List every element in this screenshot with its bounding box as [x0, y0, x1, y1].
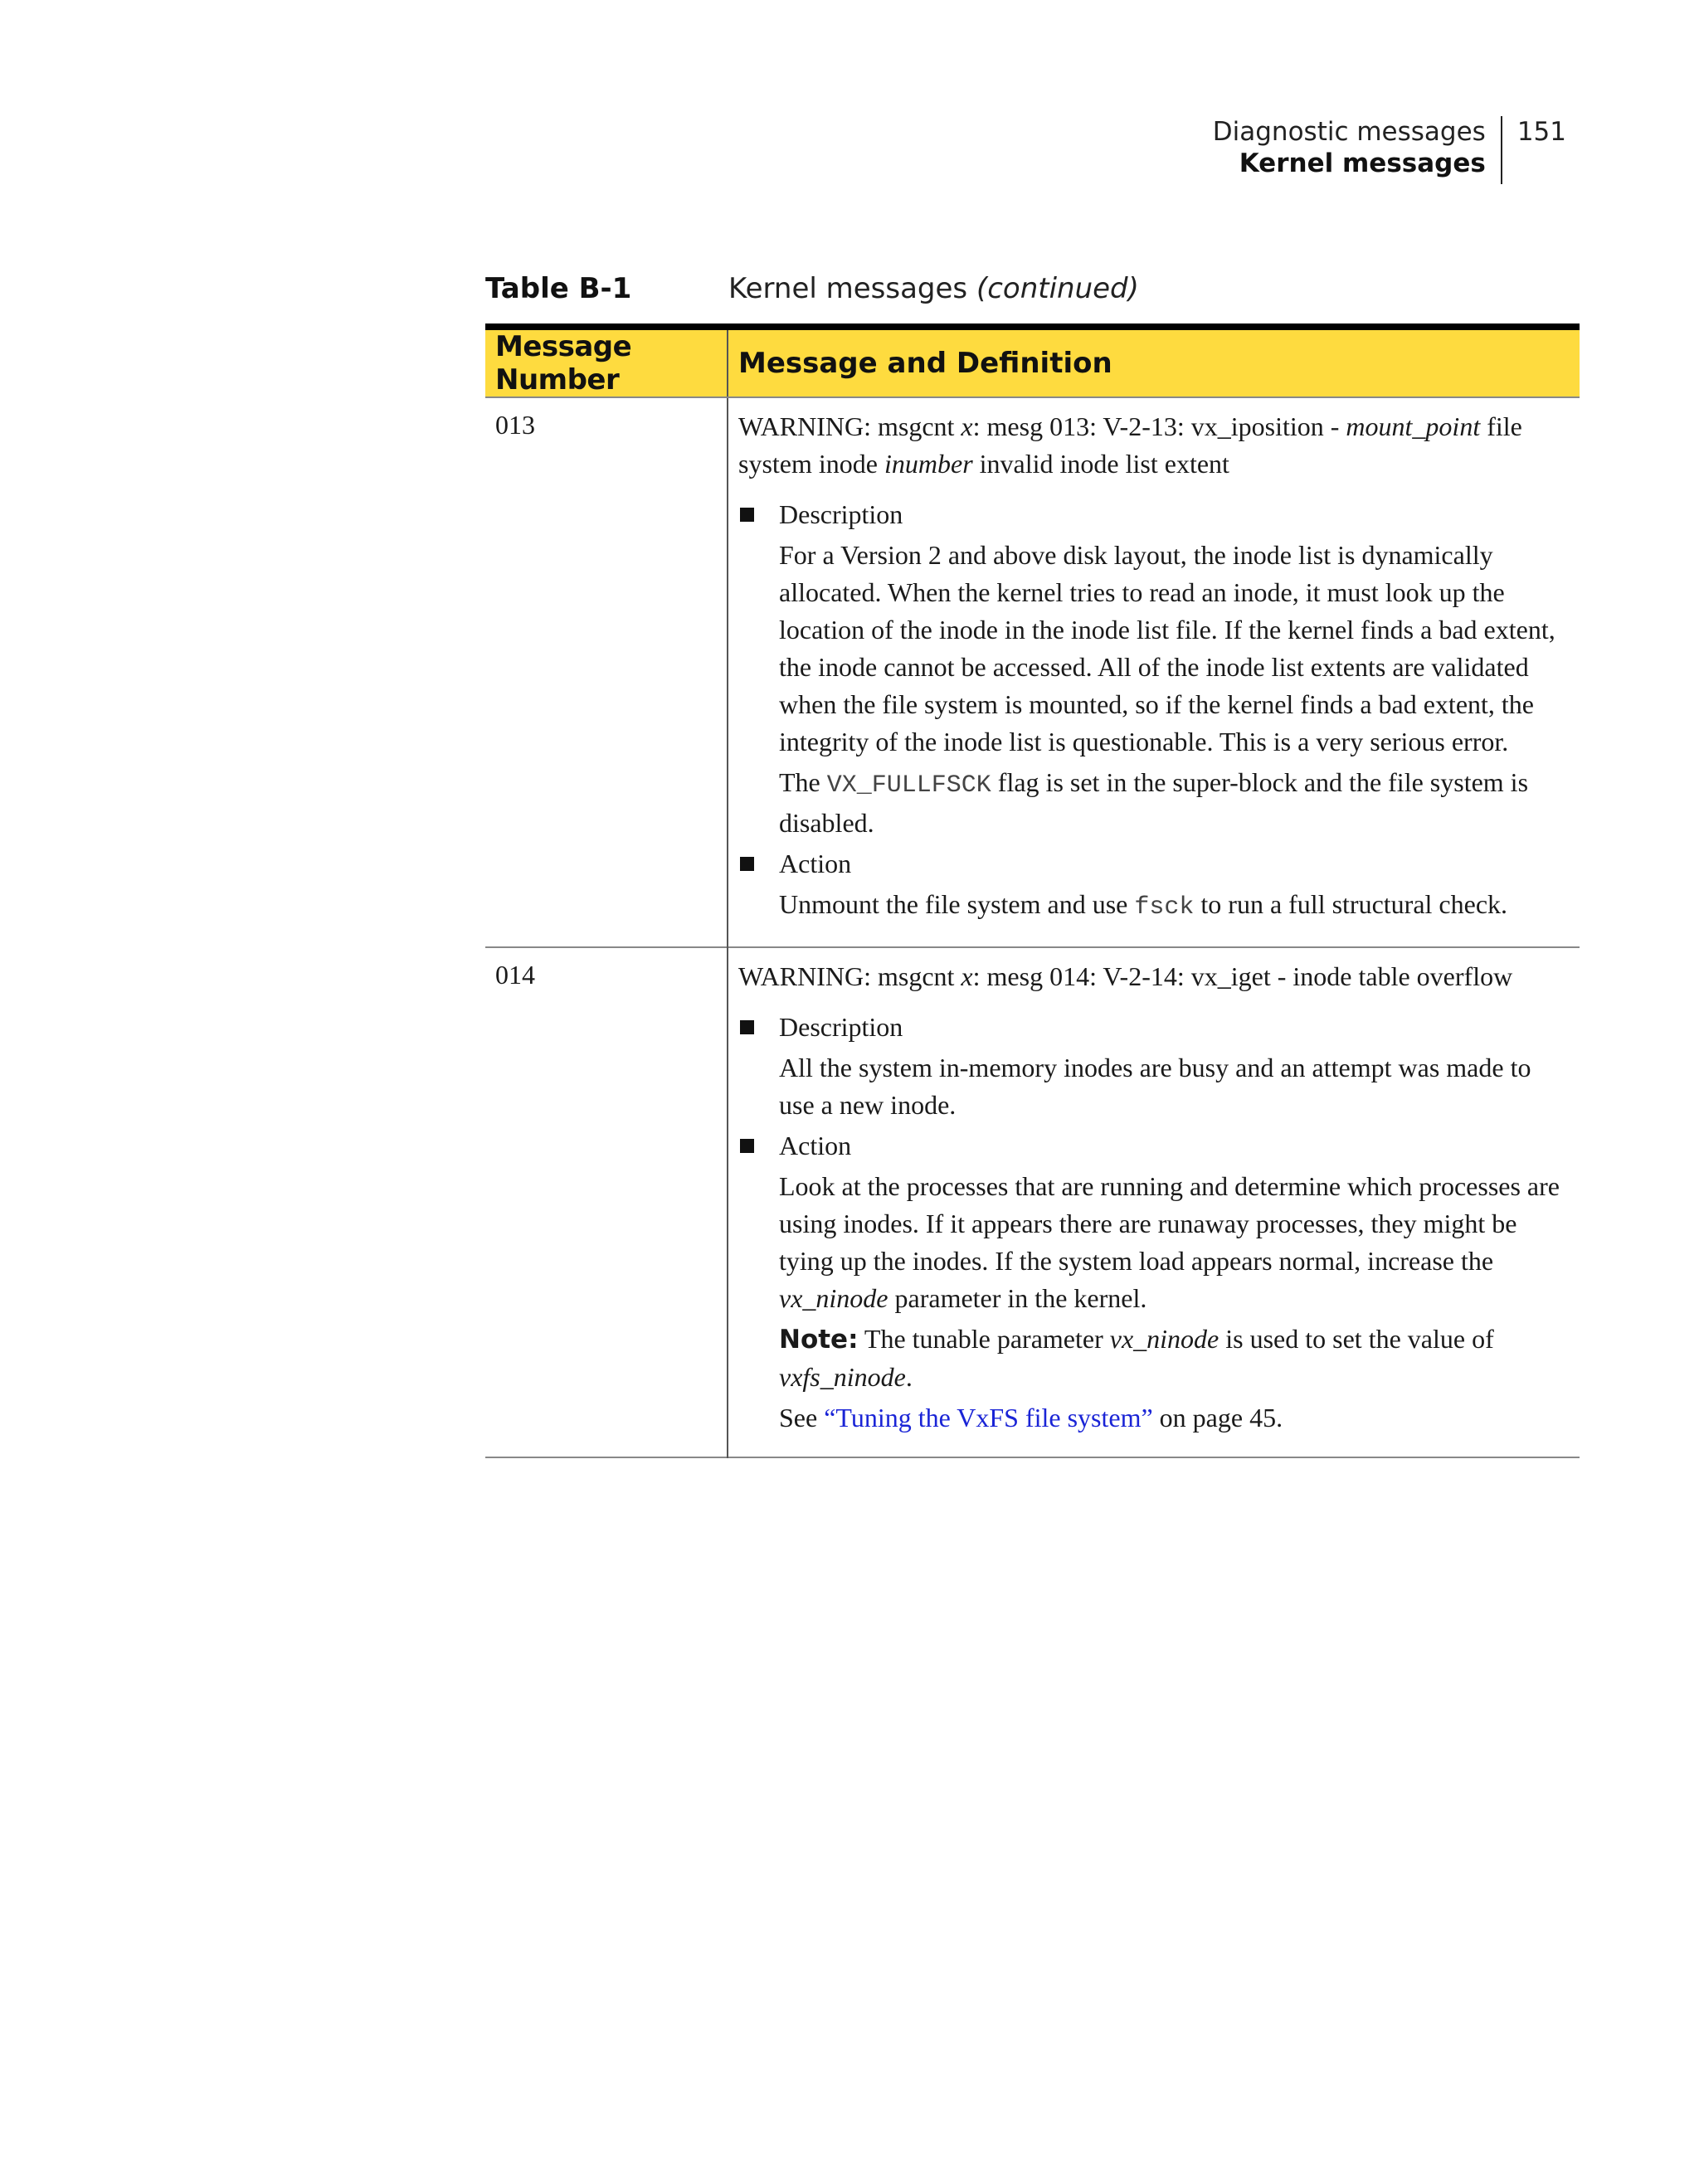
table-label: Table B-1 [485, 272, 632, 305]
bullet-icon [740, 1020, 754, 1034]
page-number: 151 [1516, 117, 1566, 147]
flag-text-part: The [779, 767, 827, 797]
warning-message [738, 408, 1570, 483]
action-code: fsck [1134, 893, 1195, 922]
action-text [779, 886, 1570, 927]
chapter-title: Diagnostic messages [1212, 117, 1486, 147]
action-text-part: Look at the processes that are running and determine which processes are using inodes. If it appears there are runaway processes, they might be tying up the inodes. If the system load appears normal, increase the [779, 1171, 1560, 1276]
message-number: 013 [485, 397, 728, 947]
bullet-icon [740, 508, 754, 522]
table-row [485, 947, 1580, 1457]
bullet-icon [740, 1139, 754, 1153]
action-item [738, 845, 1570, 927]
see-also [779, 1399, 1570, 1437]
section-title: Kernel messages [1239, 148, 1486, 178]
warning-text: : mesg 013: V-2-13: vx_iposition - [972, 411, 1346, 441]
running-header [1213, 116, 1566, 184]
action-text-part: parameter in the kernel. [888, 1283, 1147, 1313]
action-label: Action [779, 849, 852, 878]
note-text-part: . [905, 1362, 913, 1392]
flag-text [779, 764, 1570, 842]
action-text-part: Unmount the file system and use [779, 889, 1135, 919]
table-title [728, 272, 1139, 305]
column-header-message-number: Message Number [485, 327, 728, 397]
warning-text: WARNING: msgcnt [738, 411, 961, 441]
see-text: on page 45. [1152, 1403, 1283, 1432]
kernel-messages-table [485, 323, 1580, 1458]
warning-message [738, 958, 1570, 995]
message-number: 014 [485, 947, 728, 1457]
description-item [738, 1009, 1570, 1124]
note-param: vxfs_ninode [779, 1362, 906, 1392]
table-row [485, 397, 1580, 947]
note-label: Note: [779, 1325, 859, 1355]
warning-text: : mesg 014: V-2-14: vx_iget - inode table overflow [972, 961, 1513, 991]
bullet-icon [740, 857, 754, 871]
warning-var: inumber [884, 449, 973, 479]
table-header-row [485, 327, 1580, 397]
note-param: vx_ninode [1109, 1324, 1219, 1354]
table-title-text: Kernel messages [728, 272, 968, 305]
action-param: vx_ninode [779, 1283, 888, 1313]
table-caption [485, 272, 1580, 309]
action-label: Action [779, 1131, 852, 1160]
warning-var: x [961, 961, 973, 991]
description-label: Description [779, 499, 903, 529]
see-text: See [779, 1403, 825, 1432]
description-item [738, 496, 1570, 842]
action-item [738, 1127, 1570, 1437]
note-text [779, 1321, 1570, 1396]
table-title-continued: (continued) [976, 272, 1139, 305]
description-text: All the system in-memory inodes are busy and an attempt was made to use a new inode. [779, 1053, 1531, 1120]
flag-code: VX_FULLFSCK [826, 771, 991, 800]
description-label: Description [779, 1012, 903, 1042]
running-header-titles [1213, 116, 1502, 184]
message-definition [728, 397, 1580, 947]
action-text [779, 1168, 1570, 1317]
description-text: For a Version 2 and above disk layout, the inode list is dynamically allocated. When the kernel tries to read an inode, it must look up the location of the inode in the inode list file. If the kernel finds a bad extent, the inode cannot be accessed. All of the inode list extents are validated when the file system is mounted, so if the kernel finds a bad extent, the integrity of the inode list is questionable. This is a very serious error. [779, 540, 1555, 756]
warning-var: x [961, 411, 973, 441]
warning-text: file system inode [738, 411, 1522, 479]
message-definition [728, 947, 1580, 1457]
warning-text: invalid inode list extent [972, 449, 1229, 479]
warning-text: WARNING: msgcnt [738, 961, 961, 991]
warning-var: mount_point [1346, 411, 1481, 441]
action-text-part: to run a full structural check. [1194, 889, 1508, 919]
column-header-message-definition: Message and Definition [728, 327, 1580, 397]
cross-reference-link[interactable]: “Tuning the VxFS file system” [824, 1403, 1153, 1432]
note-text-part: is used to set the value of [1219, 1324, 1494, 1354]
note-text-part: The tunable parameter [858, 1324, 1110, 1354]
flag-text-part: flag is set in the super-block and the file system is disabled. [779, 767, 1529, 838]
